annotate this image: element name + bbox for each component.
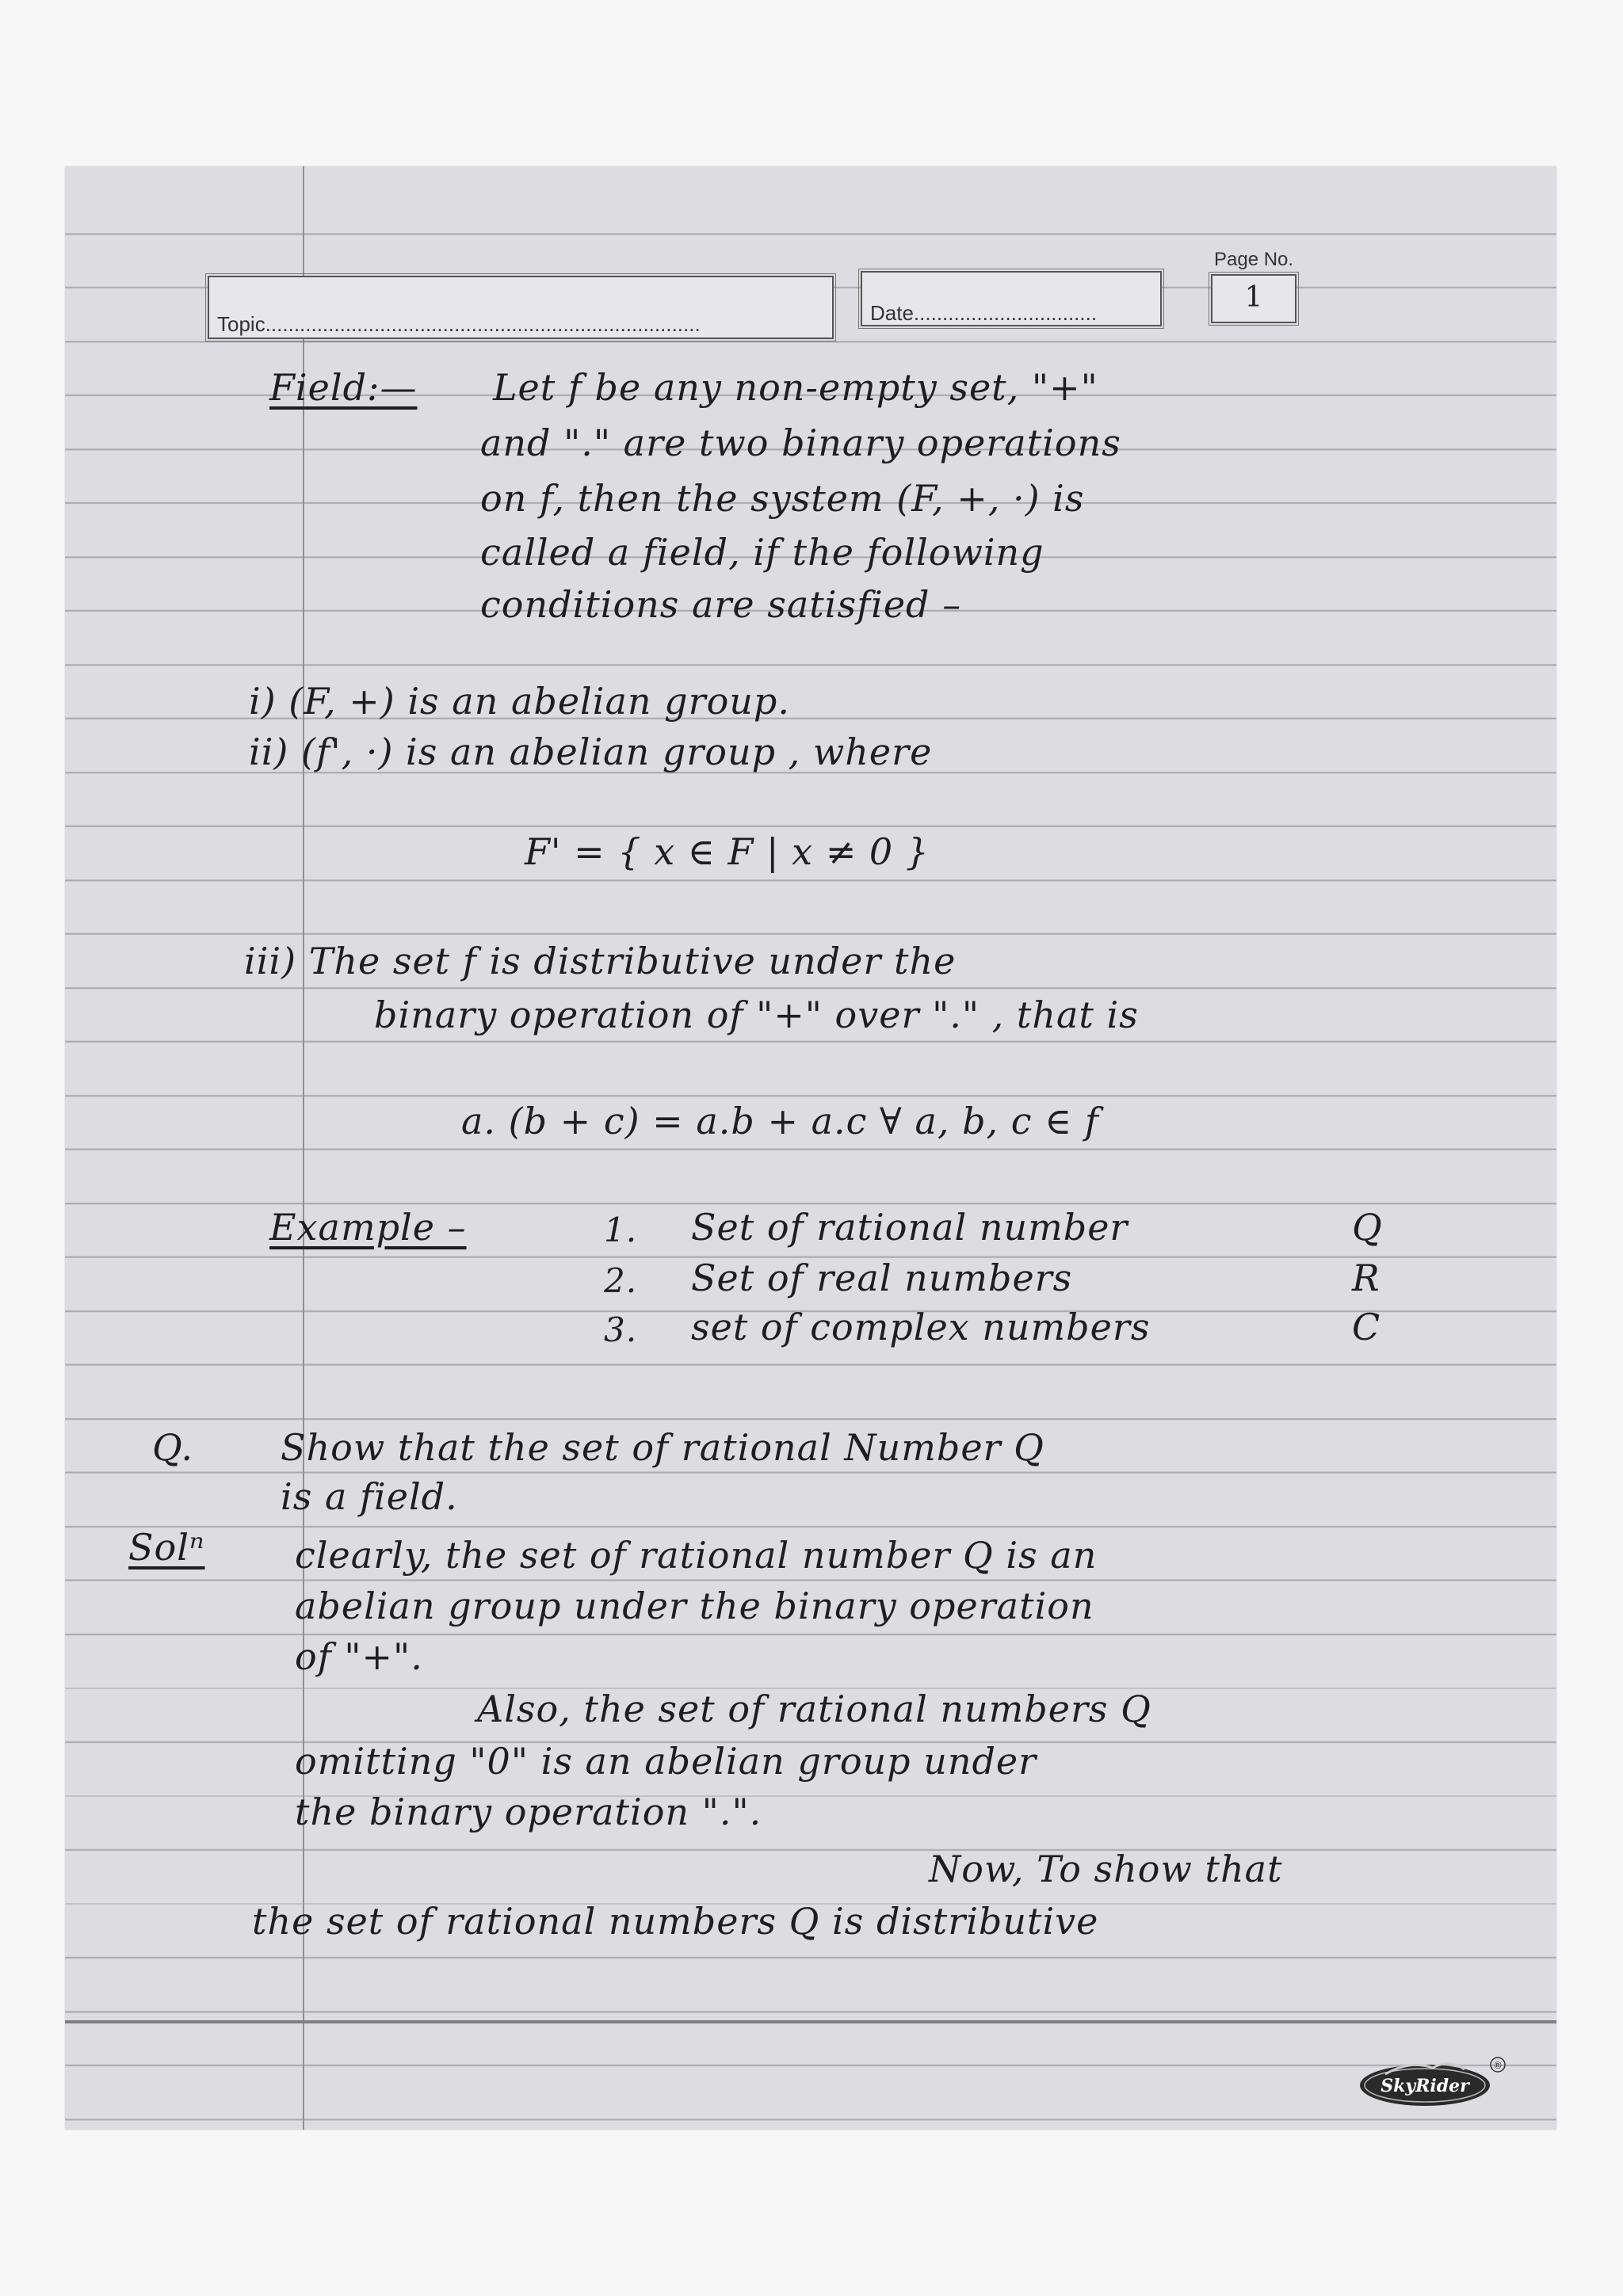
example-text: Set of rational number <box>691 1206 1128 1249</box>
registered-mark: ® <box>1493 2060 1503 2071</box>
definition-line: and "." are two binary operations <box>480 421 1121 464</box>
example-symbol: Q <box>1352 1206 1383 1249</box>
example-symbol: C <box>1352 1306 1381 1348</box>
topic-label: Topic............................................................................ <box>217 312 701 336</box>
f-prime-definition: F' = { x ∈ F | x ≠ 0 } <box>525 830 930 873</box>
logo-text: SkyRider <box>1381 2076 1469 2096</box>
question-label: Q. <box>152 1426 194 1469</box>
definition-line: on f, then the system (F, +, ·) is <box>480 477 1085 520</box>
date-field <box>861 271 1162 326</box>
example-number: 3. <box>604 1310 638 1349</box>
solution-label: Solⁿ <box>128 1526 205 1569</box>
example-number: 2. <box>604 1261 638 1300</box>
topic-field <box>208 276 834 339</box>
condition-ii: ii) (f', ·) is an abelian group , where <box>249 730 933 773</box>
solution-line: Also, the set of rational numbers Q <box>477 1688 1151 1730</box>
definition-line: Let f be any non-empty set, "+" <box>493 366 1098 409</box>
skyrider-logo <box>1354 2044 1512 2115</box>
solution-line: the binary operation ".". <box>295 1791 762 1833</box>
notebook-page <box>65 166 1556 2130</box>
question-line: is a field. <box>281 1475 458 1518</box>
solution-line: of "+". <box>295 1635 423 1678</box>
page-number-label: Page No. <box>1214 249 1294 270</box>
definition-line: conditions are satisfied – <box>480 583 962 626</box>
example-text: set of complex numbers <box>691 1306 1151 1348</box>
condition-iii: binary operation of "+" over "." , that is <box>374 994 1139 1036</box>
solution-line: the set of rational numbers Q is distributive <box>252 1900 1099 1943</box>
distributive-law: a. (b + c) = a.b + a.c ∀ a, b, c ∈ f <box>461 1100 1099 1142</box>
condition-i: i) (F, +) is an abelian group. <box>249 680 790 723</box>
margin-line <box>303 166 304 2130</box>
condition-iii: iii) The set f is distributive under the <box>244 940 957 982</box>
example-symbol: R <box>1352 1257 1381 1299</box>
bottom-rule <box>65 2020 1556 2023</box>
example-label: Example – <box>269 1206 467 1249</box>
solution-line: omitting "0" is an abelian group under <box>295 1740 1037 1783</box>
solution-line: abelian group under the binary operation <box>295 1585 1094 1627</box>
definition-heading: Field:— <box>269 366 418 409</box>
example-text: Set of real numbers <box>691 1257 1073 1299</box>
solution-line: clearly, the set of rational number Q is an <box>295 1534 1098 1577</box>
question-line: Show that the set of rational Number Q <box>281 1426 1044 1469</box>
solution-line: Now, To show that <box>929 1848 1283 1890</box>
example-number: 1. <box>604 1211 638 1249</box>
date-label: Date................................ <box>870 301 1098 325</box>
definition-line: called a field, if the following <box>480 531 1044 574</box>
page-number: 1 <box>1211 274 1296 323</box>
